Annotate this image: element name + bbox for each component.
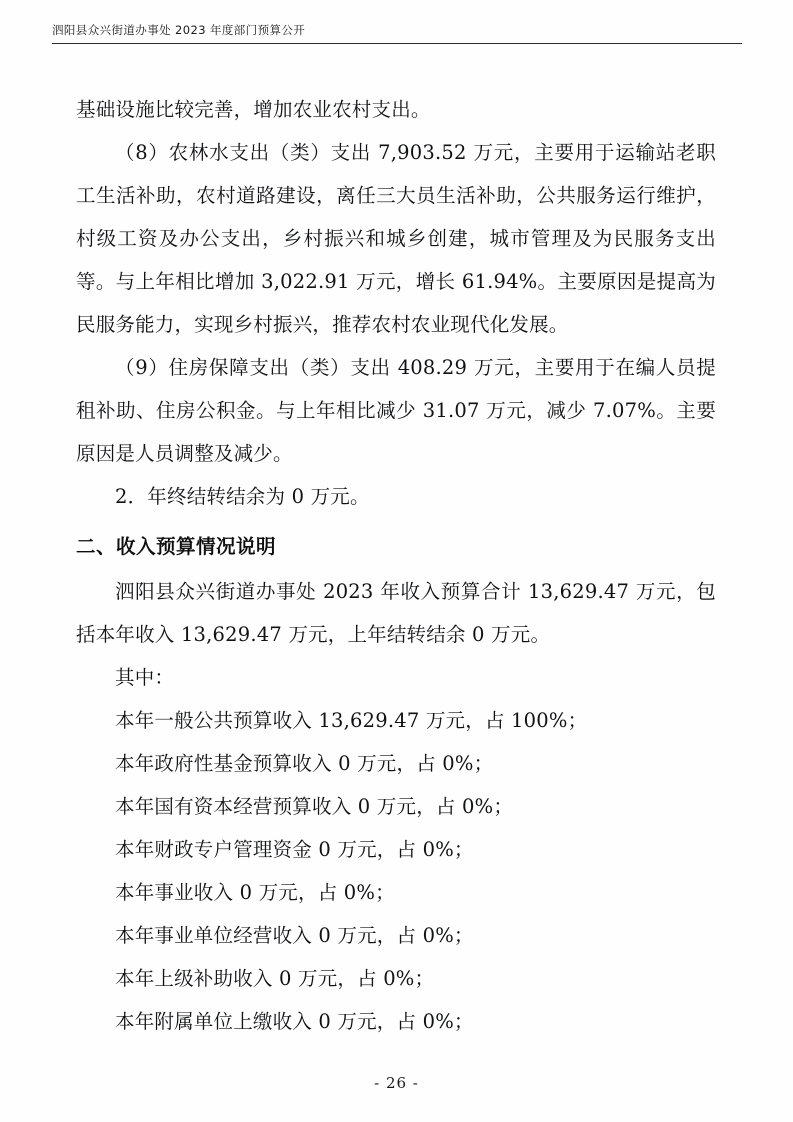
header-title: 泗阳县众兴街道办事处 2023 年度部门预算公开 — [52, 23, 306, 37]
paragraph-income-total: 泗阳县众兴街道办事处 2023 年收入预算合计 13,629.47 万元，包括本年收入 13,629.47 万元，上年结转结余 0 万元。 — [76, 580, 716, 646]
document-body — [76, 88, 716, 1043]
paragraph-income-6: 本年事业单位经营收入 0 万元，占 0%； — [115, 924, 474, 947]
paragraph-item-8: （8）农林水支出（类）支出 7,903.52 万元，主要用于运输站老职工生活补助，农村道路建设，离任三大员生活补助，公共服务运行维护，村级工资及办公支出，乡村振兴和城乡创建，城市管理及为民服务支出等。与上年相比增加 3,022.91 万元，增长 61.94%。主要原因是提高为民服务能力，实现乡村振兴，推荐农村农业现代化发展。 — [76, 141, 716, 336]
paragraph-item-9: （9）住房保障支出（类）支出 408.29 万元，主要用于在编人员提租补助、住房公积金。与上年相比减少 31.07 万元，减少 7.07%。主要原因是人员调整及减少。 — [76, 356, 716, 465]
paragraph-income-4: 本年财政专户管理资金 0 万元，占 0%； — [115, 838, 474, 861]
page-footer: - 26 - — [374, 1074, 419, 1092]
section-heading: 二、收入预算情况说明 — [76, 535, 277, 558]
paragraph-item-2: 2．年终结转结余为 0 万元。 — [115, 485, 370, 508]
paragraph-income-8: 本年附属单位上缴收入 0 万元，占 0%； — [115, 1010, 474, 1033]
paragraph-income-7: 本年上级补助收入 0 万元，占 0%； — [115, 967, 435, 990]
header-divider — [52, 43, 742, 44]
paragraph-income-1: 本年一般公共预算收入 13,629.47 万元，占 100%； — [115, 709, 588, 732]
paragraph-infrastructure: 基础设施比较完善，增加农业农村支出。 — [76, 98, 431, 121]
paragraph-income-2: 本年政府性基金预算收入 0 万元，占 0%； — [115, 752, 494, 775]
page-header — [52, 22, 742, 44]
paragraph-income-3: 本年国有资本经营预算收入 0 万元，占 0%； — [115, 795, 514, 818]
paragraph-income-5: 本年事业收入 0 万元，占 0%； — [115, 881, 395, 904]
paragraph-among-which: 其中： — [115, 666, 175, 689]
